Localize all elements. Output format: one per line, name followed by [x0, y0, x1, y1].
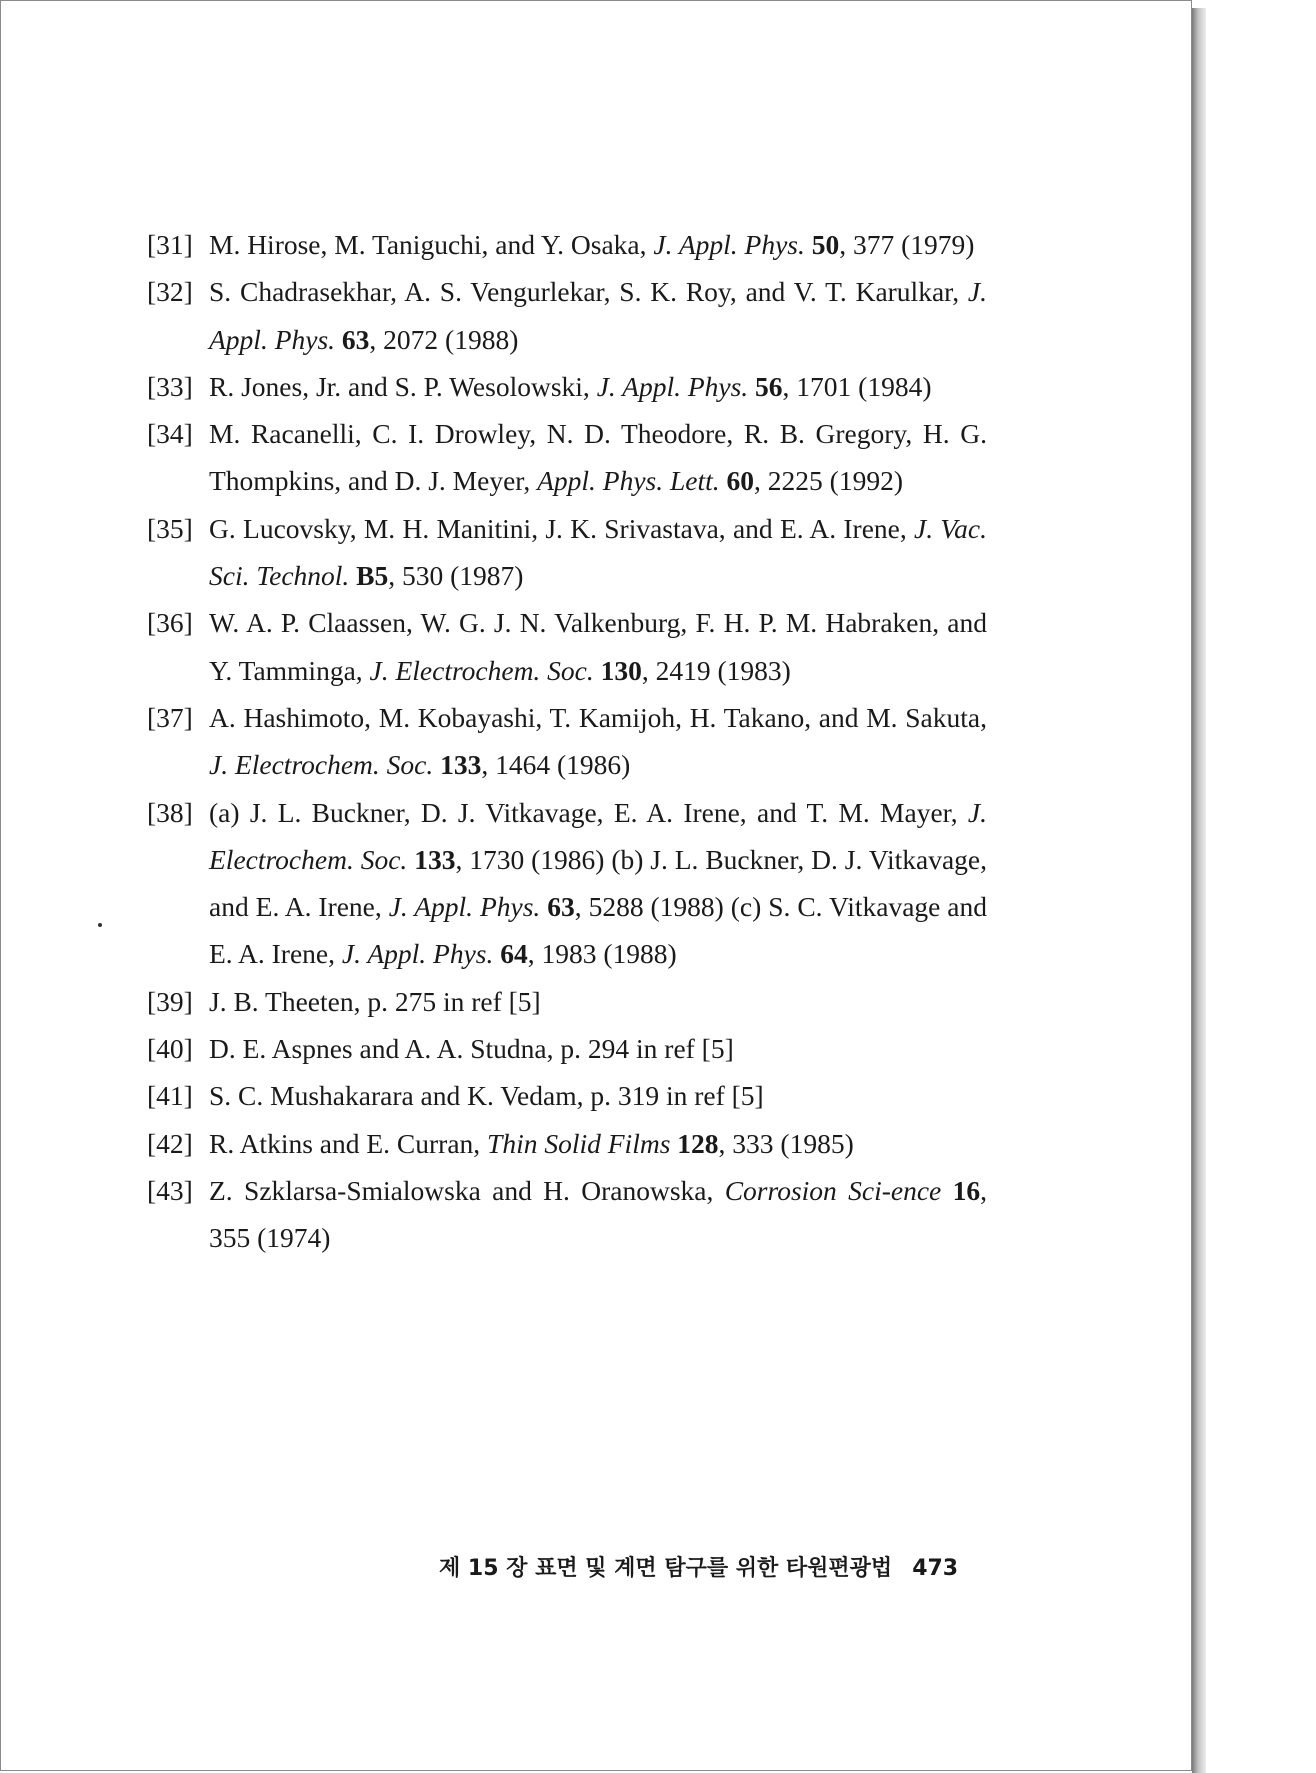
page-number: 473: [912, 1556, 959, 1581]
journal-name: Appl. Phys. Lett.: [537, 465, 720, 497]
reference-list: [147, 221, 987, 1262]
journal-name: J. Vac. Sci. Technol.: [209, 512, 987, 592]
reference-segment: R. Jones, Jr. and S. P. Wesolowski,: [209, 370, 597, 402]
journal-name: J. Appl. Phys.: [596, 370, 749, 402]
reference-text: [209, 789, 987, 978]
reference-item: [147, 1072, 987, 1119]
journal-name: J. Appl. Phys.: [388, 891, 541, 923]
reference-segment: A. Hashimoto, M. Kobayashi, T. Kamijoh, H. Takano, and M. Sakuta,: [209, 701, 987, 733]
volume-number: 56: [755, 370, 783, 402]
volume-number: 64: [500, 938, 528, 970]
reference-item: [147, 1120, 987, 1167]
reference-item: [147, 694, 987, 789]
reference-text: [209, 599, 987, 694]
reference-segment: , 2225 (1992): [754, 465, 903, 497]
reference-segment: , 1983 (1988): [527, 938, 677, 970]
reference-number: [32]: [147, 276, 193, 308]
journal-name: J. Appl. Phys.: [209, 276, 987, 355]
reference-segment: , 355 (1974): [209, 1174, 987, 1254]
journal-name: J. Electrochem. Soc.: [209, 749, 434, 781]
volume-number: 16: [952, 1174, 981, 1206]
reference-segment: , 530 (1987): [388, 560, 524, 592]
reference-number: [34]: [147, 418, 193, 450]
reference-segment: Z. Szklarsa-Smialowska and H. Oranowska,: [209, 1174, 725, 1206]
reference-segment: [594, 655, 601, 686]
reference-text: [209, 505, 987, 600]
reference-number: [40]: [147, 1033, 193, 1065]
reference-segment: D. E. Aspnes and A. A. Studna, p. 294 in ref [5]: [209, 1033, 734, 1065]
journal-name: J. Appl. Phys.: [341, 938, 494, 970]
reference-number: [36]: [147, 607, 193, 639]
reference-segment: , 2072 (1988): [369, 323, 519, 355]
reference-segment: , 1701 (1984): [782, 370, 932, 402]
reference-segment: G. Lucovsky, M. H. Manitini, J. K. Srivastava, and E. A. Irene,: [209, 512, 915, 544]
reference-segment: M. Racanelli, C. I. Drowley, N. D. Theodore, R. B. Gregory, H. G. Thompkins, and D. J. Meyer,: [209, 418, 987, 497]
reference-item: [147, 599, 987, 694]
reference-item: [147, 1167, 987, 1262]
reference-item: [147, 268, 987, 363]
page-edge-shadow: [1192, 8, 1206, 1773]
journal-name: Corrosion Sci-ence: [724, 1174, 942, 1206]
reference-segment: , 5288 (1988) (c) S. C. Vitkavage and E. A. Irene,: [209, 891, 987, 970]
reference-item: [147, 363, 987, 410]
reference-segment: (a) J. L. Buckner, D. J. Vitkavage, E. A. Irene, and T. M. Mayer,: [209, 796, 968, 828]
chapter-title: 제 15 장 표면 및 계면 탐구를 위한 타원편광법: [439, 1556, 893, 1581]
reference-number: [42]: [147, 1127, 193, 1159]
stray-mark: [98, 923, 102, 927]
reference-segment: S. C. Mushakarara and K. Vedam, p. 319 in ref [5]: [209, 1080, 764, 1112]
volume-number: 133: [414, 843, 456, 875]
reference-number: [43]: [147, 1174, 193, 1206]
reference-item: [147, 978, 987, 1025]
reference-text: [209, 1167, 987, 1262]
reference-number: [33]: [147, 370, 193, 402]
reference-number: [39]: [147, 985, 193, 1017]
journal-name: J. Appl. Phys.: [653, 229, 805, 260]
reference-segment: R. Atkins and E. Curran,: [209, 1127, 488, 1159]
reference-text: [209, 1072, 987, 1119]
volume-number: 130: [600, 654, 642, 686]
reference-segment: , 2419 (1983): [641, 654, 791, 686]
reference-segment: , 377 (1979): [839, 229, 975, 260]
reference-text: [209, 268, 987, 363]
volume-number: 63: [547, 891, 575, 923]
reference-text: [209, 221, 987, 268]
reference-segment: [335, 324, 342, 355]
reference-number: [31]: [147, 229, 193, 260]
journal-name: J. Electrochem. Soc.: [209, 796, 987, 875]
reference-segment: J. B. Theeten, p. 275 in ref [5]: [209, 985, 541, 1017]
reference-text: [209, 363, 987, 410]
reference-segment: S. Chadrasekhar, A. S. Vengurlekar, S. K. Roy, and V. T. Karulkar,: [209, 276, 968, 308]
reference-segment: W. A. P. Claassen, W. G. J. N. Valkenburg, F. H. P. M. Habraken, and Y. Tamminga,: [209, 607, 987, 686]
reference-text: [209, 978, 987, 1025]
reference-item: [147, 1025, 987, 1072]
reference-text: [209, 410, 987, 505]
reference-text: [209, 1025, 987, 1072]
reference-item: [147, 789, 987, 978]
reference-number: [35]: [147, 512, 193, 544]
page-footer: [439, 1551, 959, 1582]
volume-number: 50: [811, 229, 840, 260]
journal-name: J. Electrochem. Soc.: [369, 654, 594, 686]
volume-number: 128: [677, 1127, 719, 1159]
reference-segment: [805, 229, 812, 260]
volume-number: 63: [341, 323, 370, 355]
reference-segment: , 1730 (1986) (b) J. L. Buckner, D. J. Vitkavage, and E. A. Irene,: [209, 843, 987, 923]
reference-segment: , 333 (1985): [718, 1127, 854, 1159]
volume-number: B5: [356, 560, 389, 592]
reference-number: [37]: [147, 701, 193, 733]
volume-number: 133: [440, 749, 482, 781]
reference-segment: [720, 465, 727, 496]
reference-number: [41]: [147, 1080, 193, 1112]
reference-segment: , 1464 (1986): [481, 749, 631, 781]
reference-text: [209, 694, 987, 789]
reference-item: [147, 221, 987, 268]
reference-number: [38]: [147, 796, 193, 828]
reference-item: [147, 410, 987, 505]
reference-item: [147, 505, 987, 600]
reference-text: [209, 1120, 987, 1167]
reference-segment: [941, 1175, 952, 1206]
reference-segment: M. Hirose, M. Taniguchi, and Y. Osaka,: [209, 229, 654, 260]
journal-name: Thin Solid Films: [487, 1127, 671, 1159]
volume-number: 60: [726, 465, 755, 497]
